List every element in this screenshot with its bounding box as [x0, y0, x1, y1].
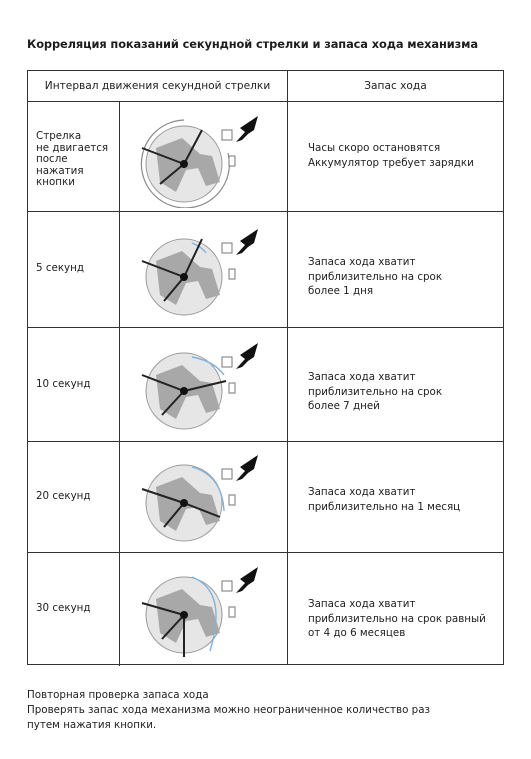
reserve-cell: Запаса хода хватит приблизительно на 1 месяц: [308, 486, 461, 513]
table-divider: [28, 552, 503, 553]
interval-cell: 10 секунд: [36, 378, 91, 390]
watch-dial-icon: [136, 335, 262, 435]
watch-dial-icon: [136, 447, 262, 547]
press-arrow-icon: [236, 116, 258, 142]
reserve-cell: Запаса хода хватит приблизительно на срок более 1 дня: [308, 256, 443, 297]
note-heading: Повторная проверка запаса хода: [27, 689, 209, 701]
table-divider: [28, 327, 503, 328]
watch-dial-icon: [136, 221, 262, 321]
interval-cell: Стрелка не двигается после нажатия кнопки: [36, 130, 109, 188]
press-arrow-icon: [236, 455, 258, 481]
header-interval: Интервал движения секундной стрелки: [44, 80, 271, 92]
table-divider: [28, 101, 503, 102]
table-divider: [287, 71, 288, 664]
page-title: Корреляция показаний секундной стрелки и запаса хода механизма: [27, 37, 478, 51]
press-arrow-icon: [236, 229, 258, 255]
correlation-table: [27, 70, 504, 665]
interval-cell: 30 секунд: [36, 602, 91, 614]
table-divider: [28, 211, 503, 212]
press-arrow-icon: [236, 343, 258, 369]
table-divider: [28, 441, 503, 442]
header-reserve: Запас хода: [364, 80, 427, 92]
note-section: [27, 688, 507, 733]
interval-cell: 20 секунд: [36, 490, 91, 502]
watch-dial-icon: [136, 559, 262, 659]
note-line: Проверять запас хода механизма можно неограниченное количество раз: [27, 704, 430, 716]
press-arrow-icon: [236, 567, 258, 593]
reserve-cell: Часы скоро остановятся Аккумулятор требует зарядки: [308, 142, 474, 169]
note-line: путем нажатия кнопки.: [27, 719, 157, 731]
reserve-cell: Запаса хода хватит приблизительно на срок более 7 дней: [308, 371, 443, 412]
table-divider: [119, 101, 120, 666]
watch-dial-icon: [136, 108, 262, 208]
interval-cell: 5 секунд: [36, 262, 84, 274]
reserve-cell: Запаса хода хватит приблизительно на срок равный от 4 до 6 месяцев: [308, 598, 486, 639]
